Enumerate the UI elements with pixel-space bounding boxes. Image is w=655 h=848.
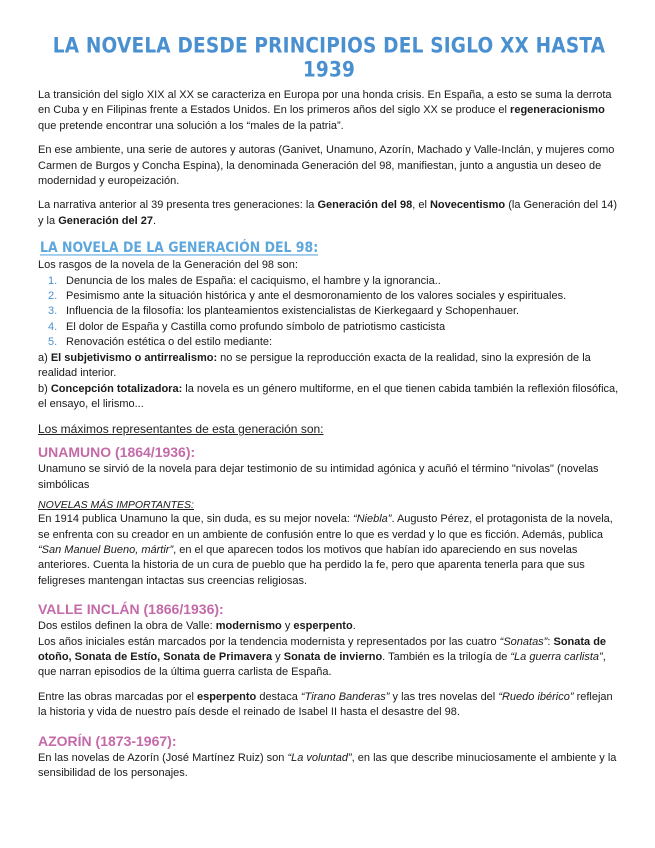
list-item	[38, 289, 620, 304]
intro-paragraph-3	[38, 198, 620, 229]
text-run: la novela es un género multiforme, en el que tienen cabida también la reflexión filosófica, el ensayo, el lirismo...	[38, 382, 619, 410]
valle-paragraph-2	[38, 635, 620, 681]
list-item-text: Denuncia de los males de España: el caciquismo, el hambre y la ignorancia..	[66, 274, 441, 287]
bold-term: Novecentismo	[429, 199, 506, 212]
unamuno-paragraph-1: Unamuno se sirvió de la novela para dejar testimonio de su intimidad agónica y acuñó el término "nivolas" (novelas simbólicas	[38, 463, 599, 491]
intro-paragraph-1	[38, 88, 620, 134]
text-run: , en el que aparecen todos los motivos que habían ido apareciendo en sus novelas anteriores. Cuenta la historia de un cura de pueblo que ha perdido la fe, pero que aparenta tenerla para que sus feligreses mantengan intactas sus creencias religiosas.	[38, 543, 585, 587]
list-number: 5.	[48, 336, 58, 349]
italic-title: “Tirano Banderas”	[300, 690, 390, 703]
bold-term: Sonata de otoño, Sonata de Estío, Sonata de Primavera	[38, 635, 607, 663]
text-run: .	[352, 620, 356, 633]
azorin-paragraph-1	[38, 751, 620, 782]
section-heading-98: LA NOVELA DE LA GENERACIÓN DEL 98:	[40, 239, 319, 256]
text-run: .	[152, 214, 157, 227]
text-run: , el	[412, 199, 430, 212]
section-lead: Los rasgos de la novela de la Generación del 98 son:	[38, 259, 298, 272]
text-run: Entre las obras marcadas por el	[38, 690, 197, 703]
text-run: no se persigue la reproducción exacta de la realidad, sino la expresión de la realidad interior.	[38, 351, 591, 380]
unamuno-paragraph-2	[38, 512, 620, 589]
text-run: que pretende encontrar una solución a los “males de la patria”.	[38, 119, 344, 132]
list-number: 4.	[48, 320, 58, 333]
valle-paragraph-3	[38, 690, 620, 721]
bold-term: El subjetivismo o antirrealismo:	[50, 351, 218, 364]
text-run: b)	[38, 382, 51, 395]
representatives-heading: Los máximos representantes de esta generación son:	[38, 422, 324, 437]
text-run: y	[272, 650, 284, 663]
text-run: En 1914 publica Unamuno la que, sin duda, es su mejor novela:	[38, 513, 353, 526]
text-run: Los años iniciales están marcados por la tendencia modernista y representados por las cuatro	[38, 635, 500, 648]
italic-title: “La guerra carlista”	[510, 650, 603, 663]
bold-term: esperpento	[293, 620, 353, 633]
document-page	[38, 34, 620, 781]
list-item	[38, 320, 620, 335]
text-run: En las novelas de Azorín (José Martínez Ruiz) son	[38, 751, 288, 764]
text-run: Dos estilos definen la obra de Valle:	[38, 620, 216, 633]
list-item	[38, 274, 620, 289]
text-run: , en las que describe minuciosamente el ambiente y la sensibilidad de los personajes.	[38, 751, 617, 779]
text-run: y las tres novelas del	[389, 690, 499, 703]
italic-title: “Sonatas”	[499, 635, 548, 648]
text-run: :	[547, 635, 554, 648]
author-heading-unamuno: UNAMUNO (1864/1936):	[38, 444, 196, 461]
page-title: LA NOVELA DESDE PRINCIPIOS DEL SIGLO XX HASTA 1939	[52, 34, 606, 83]
intro-paragraph-2: En ese ambiente, una serie de autores y autoras (Ganivet, Unamuno, Azorín, Machado y Valle-Inclán, y mujeres como Carmen de Burgos y Concha Espina), la denominada Generación del 98, manifiestan, junto a angustia un deseo de modernidad y europeización.	[38, 144, 615, 188]
bold-term: Generación del 98	[317, 199, 413, 212]
text-run: destaca	[256, 690, 301, 703]
author-heading-valle: VALLE INCLÁN (1866/1936):	[38, 601, 224, 618]
features-list	[38, 274, 620, 351]
feature-b	[38, 382, 620, 413]
text-run: . También es la trilogía de	[382, 650, 511, 663]
text-run: La transición del siglo XIX al XX se caracteriza en Europa por una honda crisis. En España, a esto se suma la derrota en Cuba y en Filipinas frente a Estados Unidos. En los primeros años del siglo XX se produce el	[38, 89, 612, 117]
novels-heading: NOVELAS MÁS IMPORTANTES:	[38, 499, 194, 512]
text-run: La narrativa anterior al 39 presenta tres generaciones: la	[38, 199, 318, 212]
text-run: reflejan la historia y vida de nuestro país desde el reinado de Isabel II hasta el desastre del 98.	[38, 690, 613, 719]
list-number: 3.	[48, 305, 58, 318]
italic-title: “San Manuel Bueno, mártir”	[38, 543, 174, 556]
bold-term: regeneracionismo	[510, 104, 605, 117]
bold-term: Generación del 27	[58, 214, 153, 227]
author-heading-azorin: AZORÍN (1873-1967):	[38, 732, 177, 749]
italic-title: “Niebla”	[352, 513, 392, 526]
list-item-text: Renovación estética o del estilo mediante:	[66, 336, 273, 349]
list-item-text: Pesimismo ante la situación histórica y ante el desmoronamiento de los valores sociales y espirituales.	[66, 290, 567, 303]
bold-term: modernismo	[215, 620, 282, 633]
list-item-text: El dolor de España y Castilla como profundo símbolo de patriotismo casticista	[66, 320, 446, 333]
list-item	[38, 335, 620, 350]
valle-paragraph-1	[38, 619, 620, 634]
list-number: 1.	[48, 274, 58, 287]
text-run: . Augusto Pérez, el protagonista de la novela, se enfrenta con su creador en un ambiente de confusión entre lo que es verdad y lo que es ficción. Además, publica	[38, 513, 613, 541]
text-run: , que narran episodios de la última guerra carlista de España.	[38, 650, 606, 679]
text-run: y	[281, 620, 294, 633]
text-run: (la Generación del 14) y la	[38, 199, 618, 227]
list-item-text: Influencia de la filosofía: los planteamientos existencialistas de Kierkegaard y Schopenhauer.	[66, 305, 520, 318]
list-number: 2.	[48, 290, 58, 303]
bold-term: esperpento	[196, 690, 257, 703]
list-item	[38, 304, 620, 319]
italic-title: “Ruedo ibérico”	[498, 690, 574, 703]
bold-term: Sonata de invierno	[283, 650, 383, 663]
feature-a	[38, 351, 620, 382]
bold-term: Concepción totalizadora:	[50, 382, 183, 395]
italic-title: “La voluntad”	[287, 751, 352, 764]
text-run: a)	[38, 351, 51, 364]
